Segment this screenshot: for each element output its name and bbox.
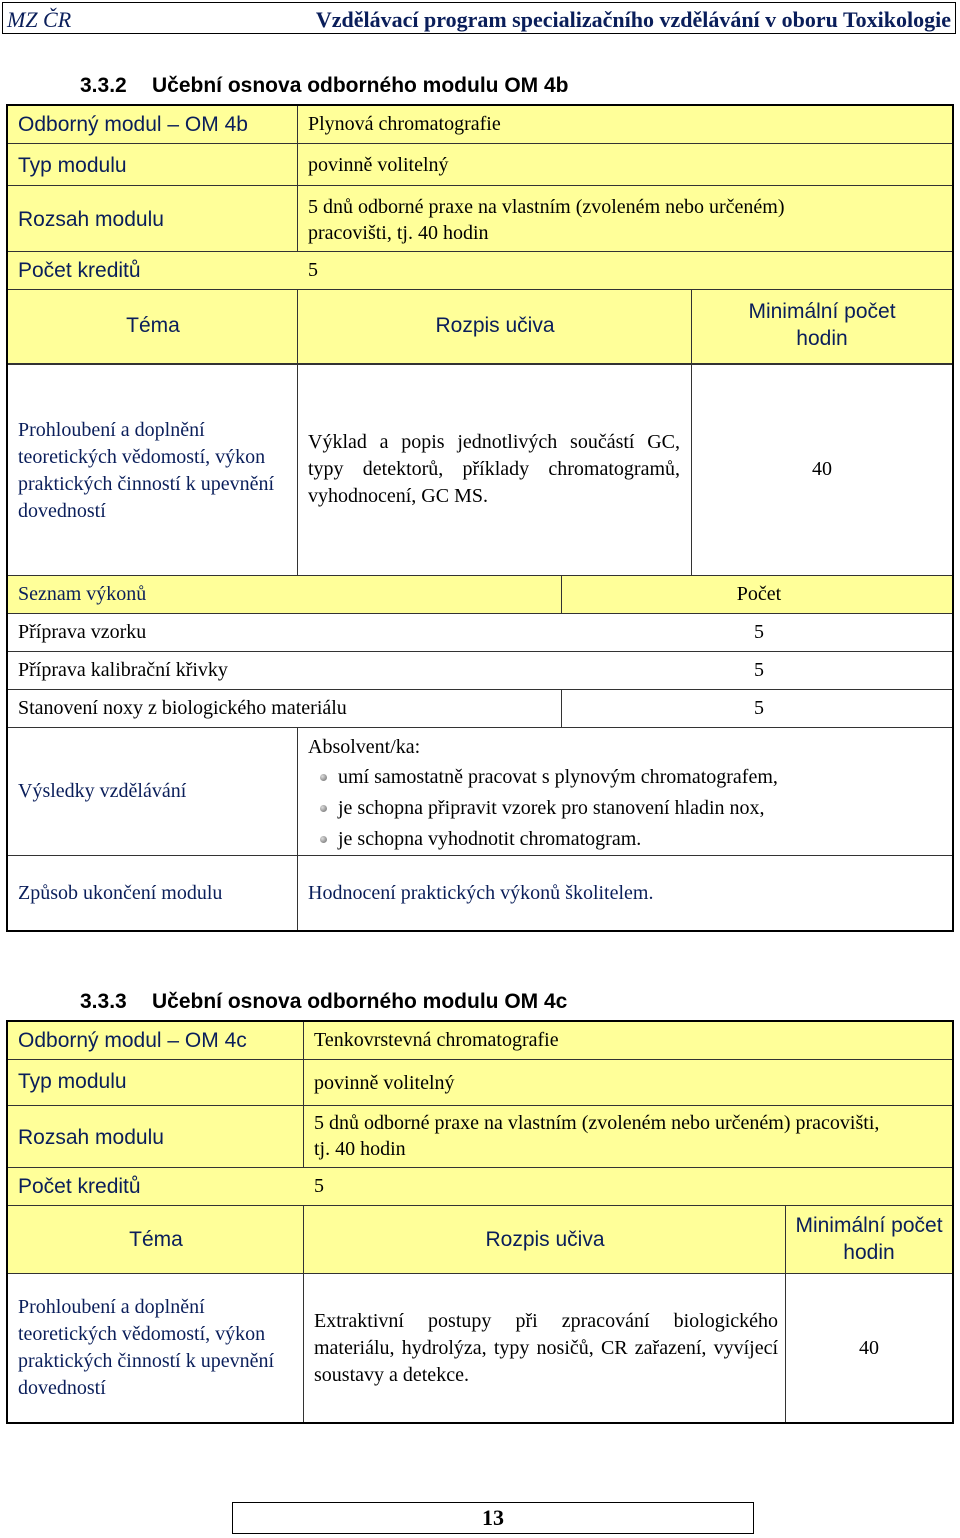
list-item [308,824,938,855]
section-number: 3.3.3 [80,990,127,1013]
col-topic-header [8,1206,304,1274]
scope-label-cell [8,1106,304,1168]
outcome-text: umí samostatně pracovat s plynovým chromatografem, [338,766,778,788]
list-item [308,762,938,793]
col-hours-header [786,1206,952,1274]
header-left: MZ ČR [7,7,72,32]
section-title-4c [80,990,567,1014]
scope-label: Rozsah modulu [18,1126,164,1149]
bullet-icon [320,805,327,812]
completion-value: Hodnocení praktických výkonů školitelem. [308,882,654,904]
performance-name: Stanovení noxy z biologického materiálu [18,697,347,719]
type-value: povinně volitelný [314,1072,455,1094]
hours-value: 40 [859,1337,879,1359]
module-label: Odborný modul – OM 4b [18,113,248,136]
outcomes-label-cell [8,728,298,856]
table-row [8,690,562,728]
outcomes-cell [298,728,952,856]
type-label: Typ modulu [18,154,127,177]
credits-row [8,1168,952,1206]
module-label: Odborný modul – OM 4c [18,1029,247,1052]
topic-cell [8,364,298,576]
col-syllabus-label: Rozpis učiva [435,314,555,337]
col-hours-label: Minimální počet hodin [795,1214,943,1264]
credits-label: Počet kreditů [18,259,141,282]
type-value-cell [304,1060,952,1106]
scope-value-cell [298,186,952,252]
hours-value: 40 [812,458,832,480]
section-heading: Učební osnova odborného modulu OM 4b [152,74,569,97]
syllabus-text: Výklad a popis jednotlivých součástí GC, typy detektorů, příklady chromatogramů, vyhodnocení, GC MS. [308,431,680,507]
credits-value: 5 [308,259,318,281]
credits-row [8,252,952,290]
type-label-cell [8,144,298,186]
col-syllabus-header [304,1206,786,1274]
topic-text: Prohloubení a doplnění teoretických vědomostí, výkon praktických činností k upevnění dovedností [18,419,275,522]
list-item [308,793,938,824]
outcomes-list [308,762,938,855]
col-syllabus-label: Rozpis učiva [485,1228,605,1251]
outcome-text: je schopna vyhodnotit chromatogram. [338,828,642,850]
type-value: povinně volitelný [308,154,449,176]
topic-text: Prohloubení a doplnění teoretických vědomostí, výkon praktických činností k upevnění dovedností [18,1296,275,1399]
section-number: 3.3.2 [80,74,127,97]
module-value: Plynová chromatografie [308,113,501,135]
credits-label: Počet kreditů [18,1175,141,1198]
col-topic-label: Téma [126,314,180,337]
section-heading: Učební osnova odborného modulu OM 4c [152,990,568,1013]
bullet-icon [320,836,327,843]
col-hours-label: Minimální počet hodin [748,300,896,350]
scope-value-cell [304,1106,952,1168]
page-number-box [232,1502,754,1534]
performance-name: Příprava vzorku [18,621,147,643]
module-label-cell [8,106,298,144]
scope-value: 5 dnů odborné praxe na vlastním (zvoleném nebo určeném) pracovišti, tj. 40 hodin [308,196,785,244]
module-value-cell [304,1022,952,1060]
scope-label: Rozsah modulu [18,208,164,231]
page-header [2,2,956,34]
module-label-cell [8,1022,304,1060]
performance-count-cell [562,690,952,728]
type-label-cell [8,1060,304,1106]
topic-cell [8,1274,304,1422]
outcomes-intro: Absolvent/ka: [308,736,421,758]
performance-count: 5 [754,659,764,681]
hours-cell [692,364,952,576]
performance-count: 5 [754,621,764,643]
col-syllabus-header [298,290,692,364]
syllabus-cell [298,364,692,576]
credits-value: 5 [314,1175,324,1197]
module-4b-table [6,104,954,932]
col-topic-header [8,290,298,364]
completion-label-cell [8,856,298,930]
hours-cell [786,1274,952,1422]
outcomes-label: Výsledky vzdělávání [18,780,187,802]
type-label: Typ modulu [18,1070,127,1093]
module-4c-table [6,1020,954,1424]
performance-header-cell [8,576,562,614]
bullet-icon [320,774,327,781]
performance-count: 5 [754,697,764,719]
scope-label-cell [8,186,298,252]
module-value-cell [298,106,952,144]
table-row [8,652,952,690]
performance-header: Seznam výkonů [18,583,147,605]
table-row [8,614,952,652]
syllabus-text: Extraktivní postupy při zpracování biologického materiálu, hydrolýza, typy nosičů, CR zařazení, vyvíjecí soustavy a detekce. [314,1310,778,1386]
type-value-cell [298,144,952,186]
count-header-cell [562,576,952,614]
col-hours-header [692,290,952,364]
completion-label: Způsob ukončení modulu [18,882,223,904]
syllabus-cell [304,1274,786,1422]
section-title-4b [80,74,569,98]
page-number: 13 [482,1505,504,1530]
count-header: Počet [736,583,782,605]
outcome-text: je schopna připravit vzorek pro stanovení hladin nox, [338,797,765,819]
header-right: Vzdělávací program specializačního vzdělávání v oboru Toxikologie [315,7,951,32]
module-value: Tenkovrstevná chromatografie [314,1029,559,1051]
col-topic-label: Téma [129,1228,183,1251]
completion-value-cell [298,856,952,930]
performance-name: Příprava kalibrační křivky [18,659,228,681]
scope-value: 5 dnů odborné praxe na vlastním (zvoleném nebo určeném) pracovišti, tj. 40 hodin [314,1112,880,1160]
